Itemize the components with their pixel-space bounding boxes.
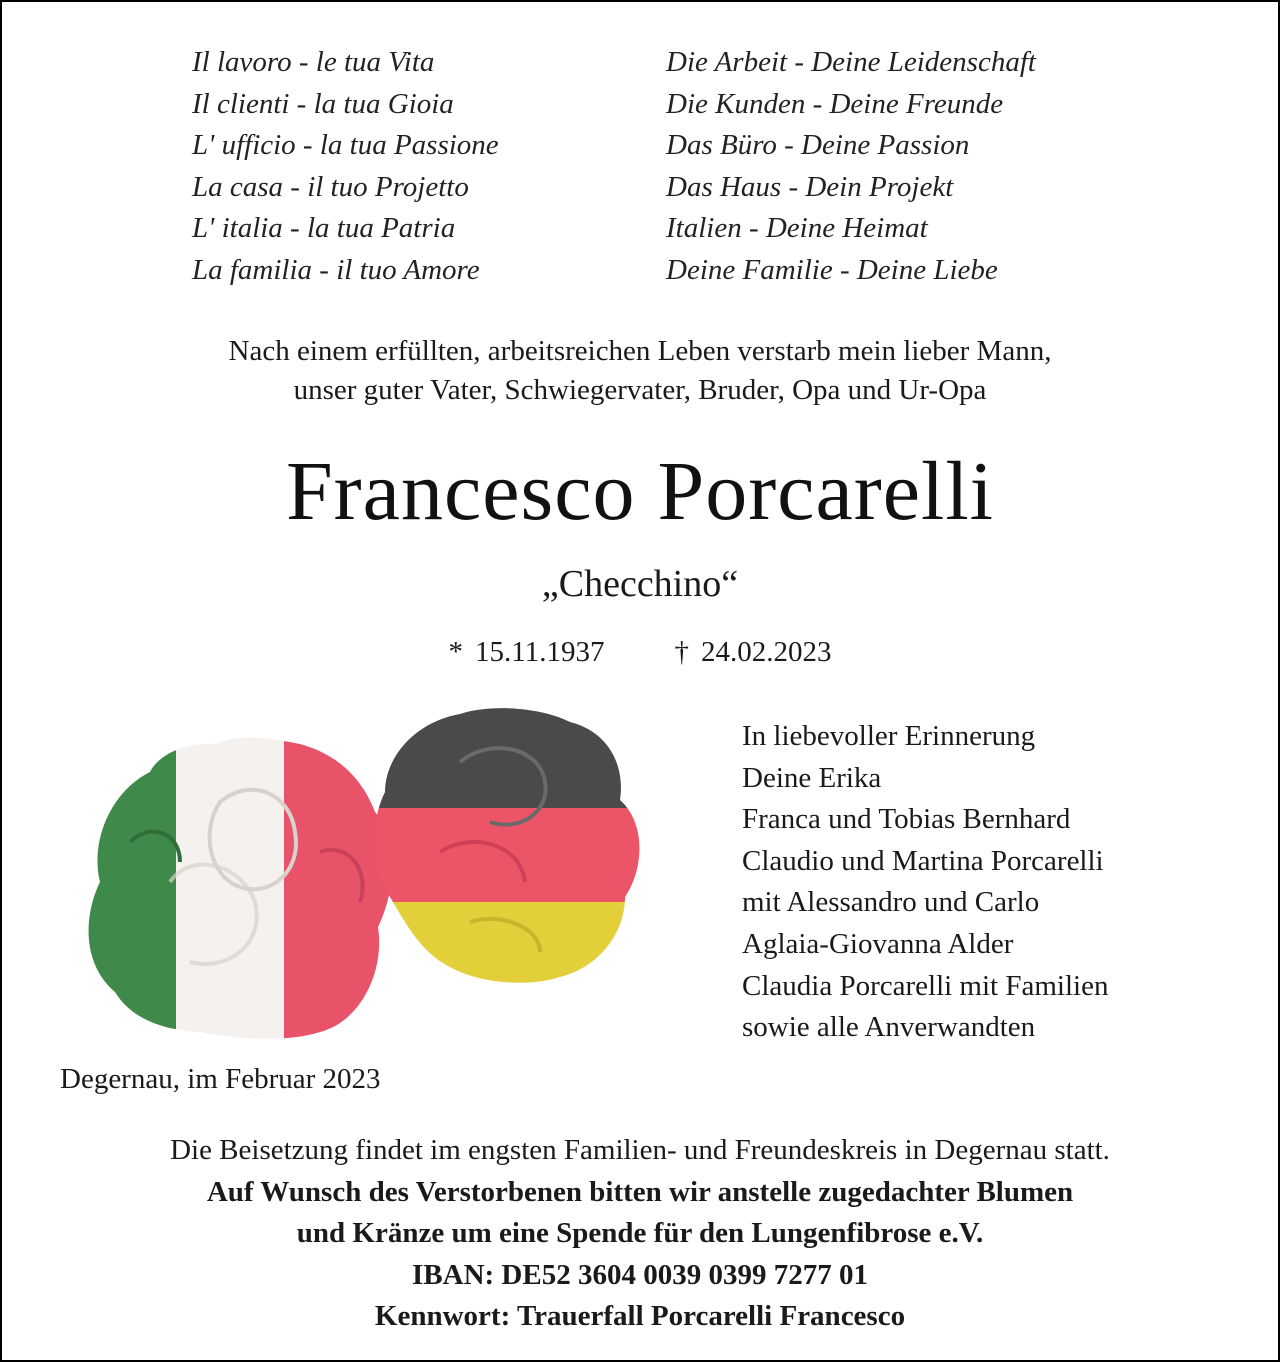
deceased-nickname: „Checchino“: [541, 563, 739, 605]
birth-date: 15.11.1937: [475, 636, 605, 668]
intro-text: [2, 332, 1278, 410]
intro-line: Nach einem erfüllten, arbeitsreichen Leben verstarb mein lieber Mann,: [228, 335, 1052, 367]
mourner-line: Franca und Tobias Bernhard: [742, 803, 1071, 836]
poem: [2, 42, 1278, 292]
poem-row: [2, 84, 1278, 126]
mourners-list: [742, 716, 1108, 1049]
life-dates: [2, 632, 1278, 672]
poem-german-line: Das Haus - Dein Projekt: [666, 170, 954, 203]
poem-italian-line: La familia - il tuo Amore: [192, 253, 480, 286]
poem-italian-line: Il lavoro - le tua Vita: [192, 46, 435, 78]
poem-german-line: Die Kunden - Deine Freunde: [666, 87, 1004, 120]
poem-italian-line: La casa - il tuo Projetto: [192, 170, 469, 203]
donation-request-line: und Kränze um eine Spende für den Lungenfibrose e.V.: [296, 1217, 984, 1250]
rose-flags-image: [40, 682, 660, 1052]
mourner-line: Claudio und Martina Porcarelli: [742, 844, 1104, 877]
poem-german-line: Deine Familie - Deine Liebe: [666, 253, 998, 286]
poem-row: [2, 167, 1278, 209]
donation-request-line: Auf Wunsch des Verstorbenen bitten wir anstelle zugedachter Blumen: [206, 1175, 1074, 1208]
poem-italian-line: L' ufficio - la tua Passione: [192, 129, 499, 162]
donation-keyword: Kennwort: Trauerfall Porcarelli Francesco: [374, 1300, 906, 1333]
poem-row: [2, 250, 1278, 292]
mourner-line: Claudia Porcarelli mit Familien: [742, 969, 1109, 1002]
funeral-info: Die Beisetzung findet im engsten Familien- und Freundeskreis in Degernau statt.: [170, 1134, 1110, 1166]
mourner-line: In liebevoller Erinnerung: [742, 720, 1036, 752]
footer-notice: [2, 1130, 1278, 1338]
mourner-line: Deine Erika: [742, 761, 882, 794]
intro-line: unser guter Vater, Schwiegervater, Bruder, Opa und Ur-Opa: [293, 374, 987, 406]
birth-star-icon: *: [448, 636, 464, 668]
death-date: 24.02.2023: [700, 636, 832, 668]
death-cross-icon: †: [674, 636, 689, 668]
poem-german-line: Die Arbeit - Deine Leidenschaft: [666, 46, 1036, 78]
place-and-date: Degernau, im Februar 2023: [60, 1063, 381, 1095]
mourner-line: sowie alle Anverwandten: [742, 1011, 1036, 1044]
mourner-line: mit Alessandro und Carlo: [742, 886, 1040, 919]
poem-italian-line: Il clienti - la tua Gioia: [192, 87, 454, 120]
mourner-line: Aglaia-Giovanna Alder: [742, 927, 1014, 960]
poem-row: [2, 125, 1278, 167]
deceased-name: Francesco Porcarelli: [285, 445, 995, 538]
italian-rose: [70, 722, 414, 1052]
poem-italian-line: L' italia - la tua Patria: [192, 212, 456, 245]
poem-german-line: Italien - Deine Heimat: [666, 212, 928, 245]
german-rose: [360, 702, 650, 992]
poem-german-line: Das Büro - Deine Passion: [666, 129, 970, 162]
poem-row: [2, 42, 1278, 84]
poem-row: [2, 208, 1278, 250]
iban: IBAN: DE52 3604 0039 0399 7277 01: [412, 1258, 868, 1291]
